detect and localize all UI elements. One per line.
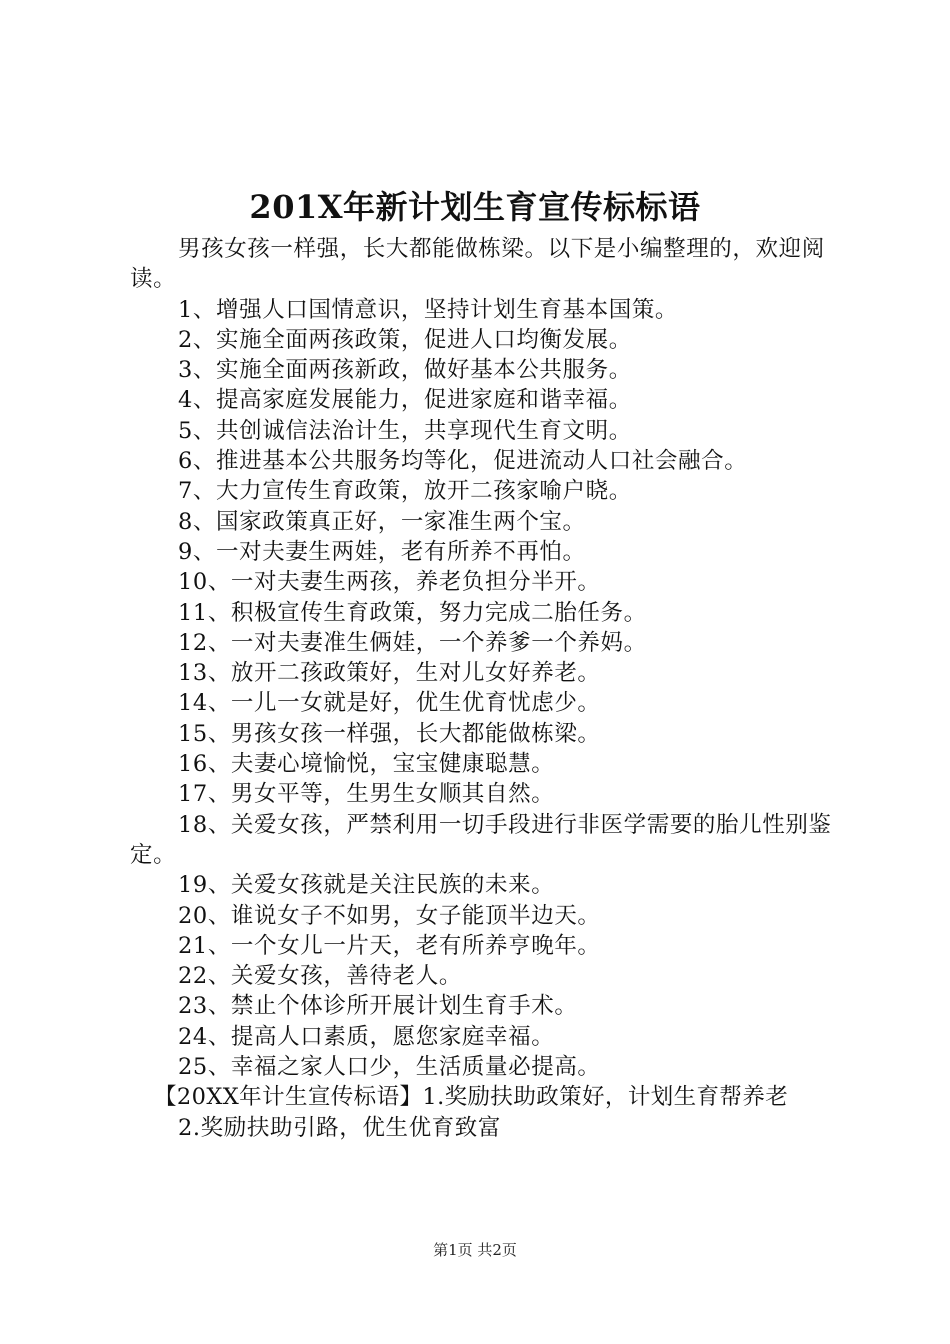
list-item: 3、实施全面两孩新政，做好基本公共服务。	[178, 357, 632, 384]
list-item: 8、国家政策真正好，一家准生两个宝。	[178, 508, 586, 535]
list-item: 22、关爱女孩，善待老人。	[178, 963, 462, 990]
last-line: 2.奖励扶助引路，优生优育致富	[178, 1114, 501, 1141]
list-item: 17、男女平等，生男生女顺其自然。	[178, 781, 555, 808]
list-item: 9、一对夫妻生两娃，老有所养不再怕。	[178, 538, 586, 565]
page-title: 201X年新计划生育宣传标标语	[249, 188, 701, 226]
list-item: 24、提高人口素质，愿您家庭幸福。	[178, 1023, 555, 1050]
document-body	[130, 234, 835, 1143]
list-item: 19、关爱女孩就是关注民族的未来。	[178, 872, 555, 899]
list-item: 15、男孩女孩一样强，长大都能做栋梁。	[178, 720, 601, 747]
list-item: 18、关爱女孩，严禁利用一切手段进行非医学需要的胎儿性别鉴定。	[130, 811, 832, 868]
list-item: 14、一儿一女就是好，优生优育忧虑少。	[178, 690, 601, 717]
list-item: 20、谁说女子不如男，女子能顶半边天。	[178, 902, 601, 929]
list-item: 12、一对夫妻准生俩娃，一个养爹一个养妈。	[178, 629, 647, 656]
intro-paragraph: 男孩女孩一样强，长大都能做栋梁。以下是小编整理的，欢迎阅读。	[130, 236, 825, 293]
bracket-paragraph: 【20XX年计生宣传标语】1.奖励扶助政策好，计划生育帮养老	[154, 1084, 789, 1111]
list-item: 7、大力宣传生育政策，放开二孩家喻户晓。	[178, 478, 632, 505]
list-item: 10、一对夫妻生两孩，养老负担分半开。	[178, 569, 601, 596]
list-item: 16、夫妻心境愉悦，宝宝健康聪慧。	[178, 751, 555, 778]
list-item: 4、提高家庭发展能力，促进家庭和谐幸福。	[178, 387, 632, 414]
page-footer: 第1页 共2页	[433, 1241, 517, 1259]
list-item: 21、一个女儿一片天，老有所养亨晚年。	[178, 932, 601, 959]
list-item: 5、共创诚信法治计生，共享现代生育文明。	[178, 417, 632, 444]
list-item: 2、实施全面两孩政策，促进人口均衡发展。	[178, 326, 632, 353]
list-item: 25、幸福之家人口少，生活质量必提高。	[178, 1054, 601, 1081]
list-item: 6、推进基本公共服务均等化，促进流动人口社会融合。	[178, 448, 748, 475]
list-item: 13、放开二孩政策好，生对儿女好养老。	[178, 660, 601, 687]
list-item: 11、积极宣传生育政策，努力完成二胎任务。	[178, 599, 647, 626]
list-item: 23、禁止个体诊所开展计划生育手术。	[178, 993, 578, 1020]
list-item: 1、增强人口国情意识，坚持计划生育基本国策。	[178, 296, 679, 323]
